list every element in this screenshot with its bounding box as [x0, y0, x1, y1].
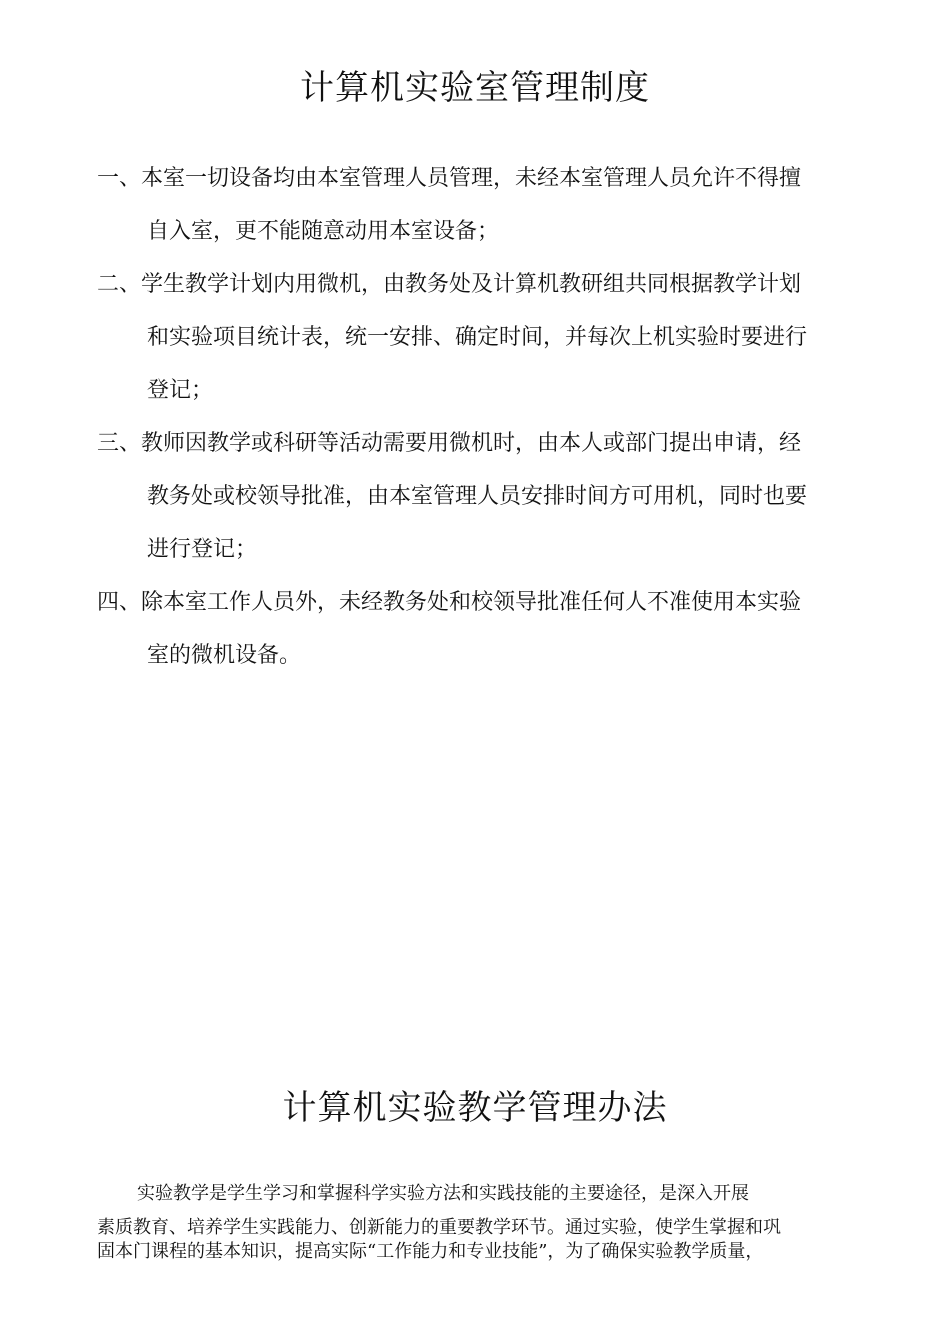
rule-line: 教师因教学或科研等活动需要用微机时，由本人或部门提出申请，经: [141, 431, 802, 456]
rule-text: [141, 417, 867, 576]
rule-line: 登记；: [147, 378, 214, 403]
rule-line: 教务处或校领导批准，由本室管理人员安排时间方可用机，同时也要: [147, 484, 808, 509]
rule-text: [141, 152, 867, 258]
rule-line: 进行登记；: [147, 537, 258, 562]
intro-line: 素质教育、培养学生实践能力、创新能力的重要教学环节。通过实验，使学生掌握和巩: [97, 1217, 781, 1238]
rule-item-3: [97, 417, 867, 576]
rule-item-1: [97, 152, 867, 258]
rule-line: 室的微机设备。: [147, 643, 302, 668]
rule-number: 四、: [97, 590, 142, 615]
rule-number: 一、: [97, 166, 142, 191]
rule-line: 自入室，更不能随意动用本室设备；: [147, 219, 500, 244]
rule-item-2: [97, 258, 867, 417]
intro-first-line: 实验教学是学生学习和掌握科学实验方法和实践技能的主要途径，是深入开展: [137, 1183, 749, 1204]
page-title-teaching-management: 计算机实验教学管理办法: [282, 1088, 668, 1128]
rule-line: 学生教学计划内用微机，由教务处及计算机教研组共同根据教学计划: [141, 272, 802, 297]
page-title-lab-rules: 计算机实验室管理制度: [300, 68, 650, 108]
rule-item-4: [97, 576, 867, 682]
rule-number: 三、: [97, 431, 142, 456]
intro-line: 固本门课程的基本知识，提高实际“工作能力和专业技能”，为了确保实验教学质量，: [97, 1241, 764, 1262]
rule-text: [141, 576, 867, 682]
rule-line: 除本室工作人员外，未经教务处和校领导批准任何人不准使用本实验: [141, 590, 802, 615]
rule-number: 二、: [97, 272, 142, 297]
rule-line: 本室一切设备均由本室管理人员管理，未经本室管理人员允许不得擅: [141, 166, 802, 191]
rule-line: 和实验项目统计表，统一安排、确定时间，并每次上机实验时要进行: [147, 325, 808, 350]
intro-paragraph: [97, 1180, 867, 1264]
lab-rules-list: [97, 152, 867, 682]
rule-text: [141, 258, 867, 417]
